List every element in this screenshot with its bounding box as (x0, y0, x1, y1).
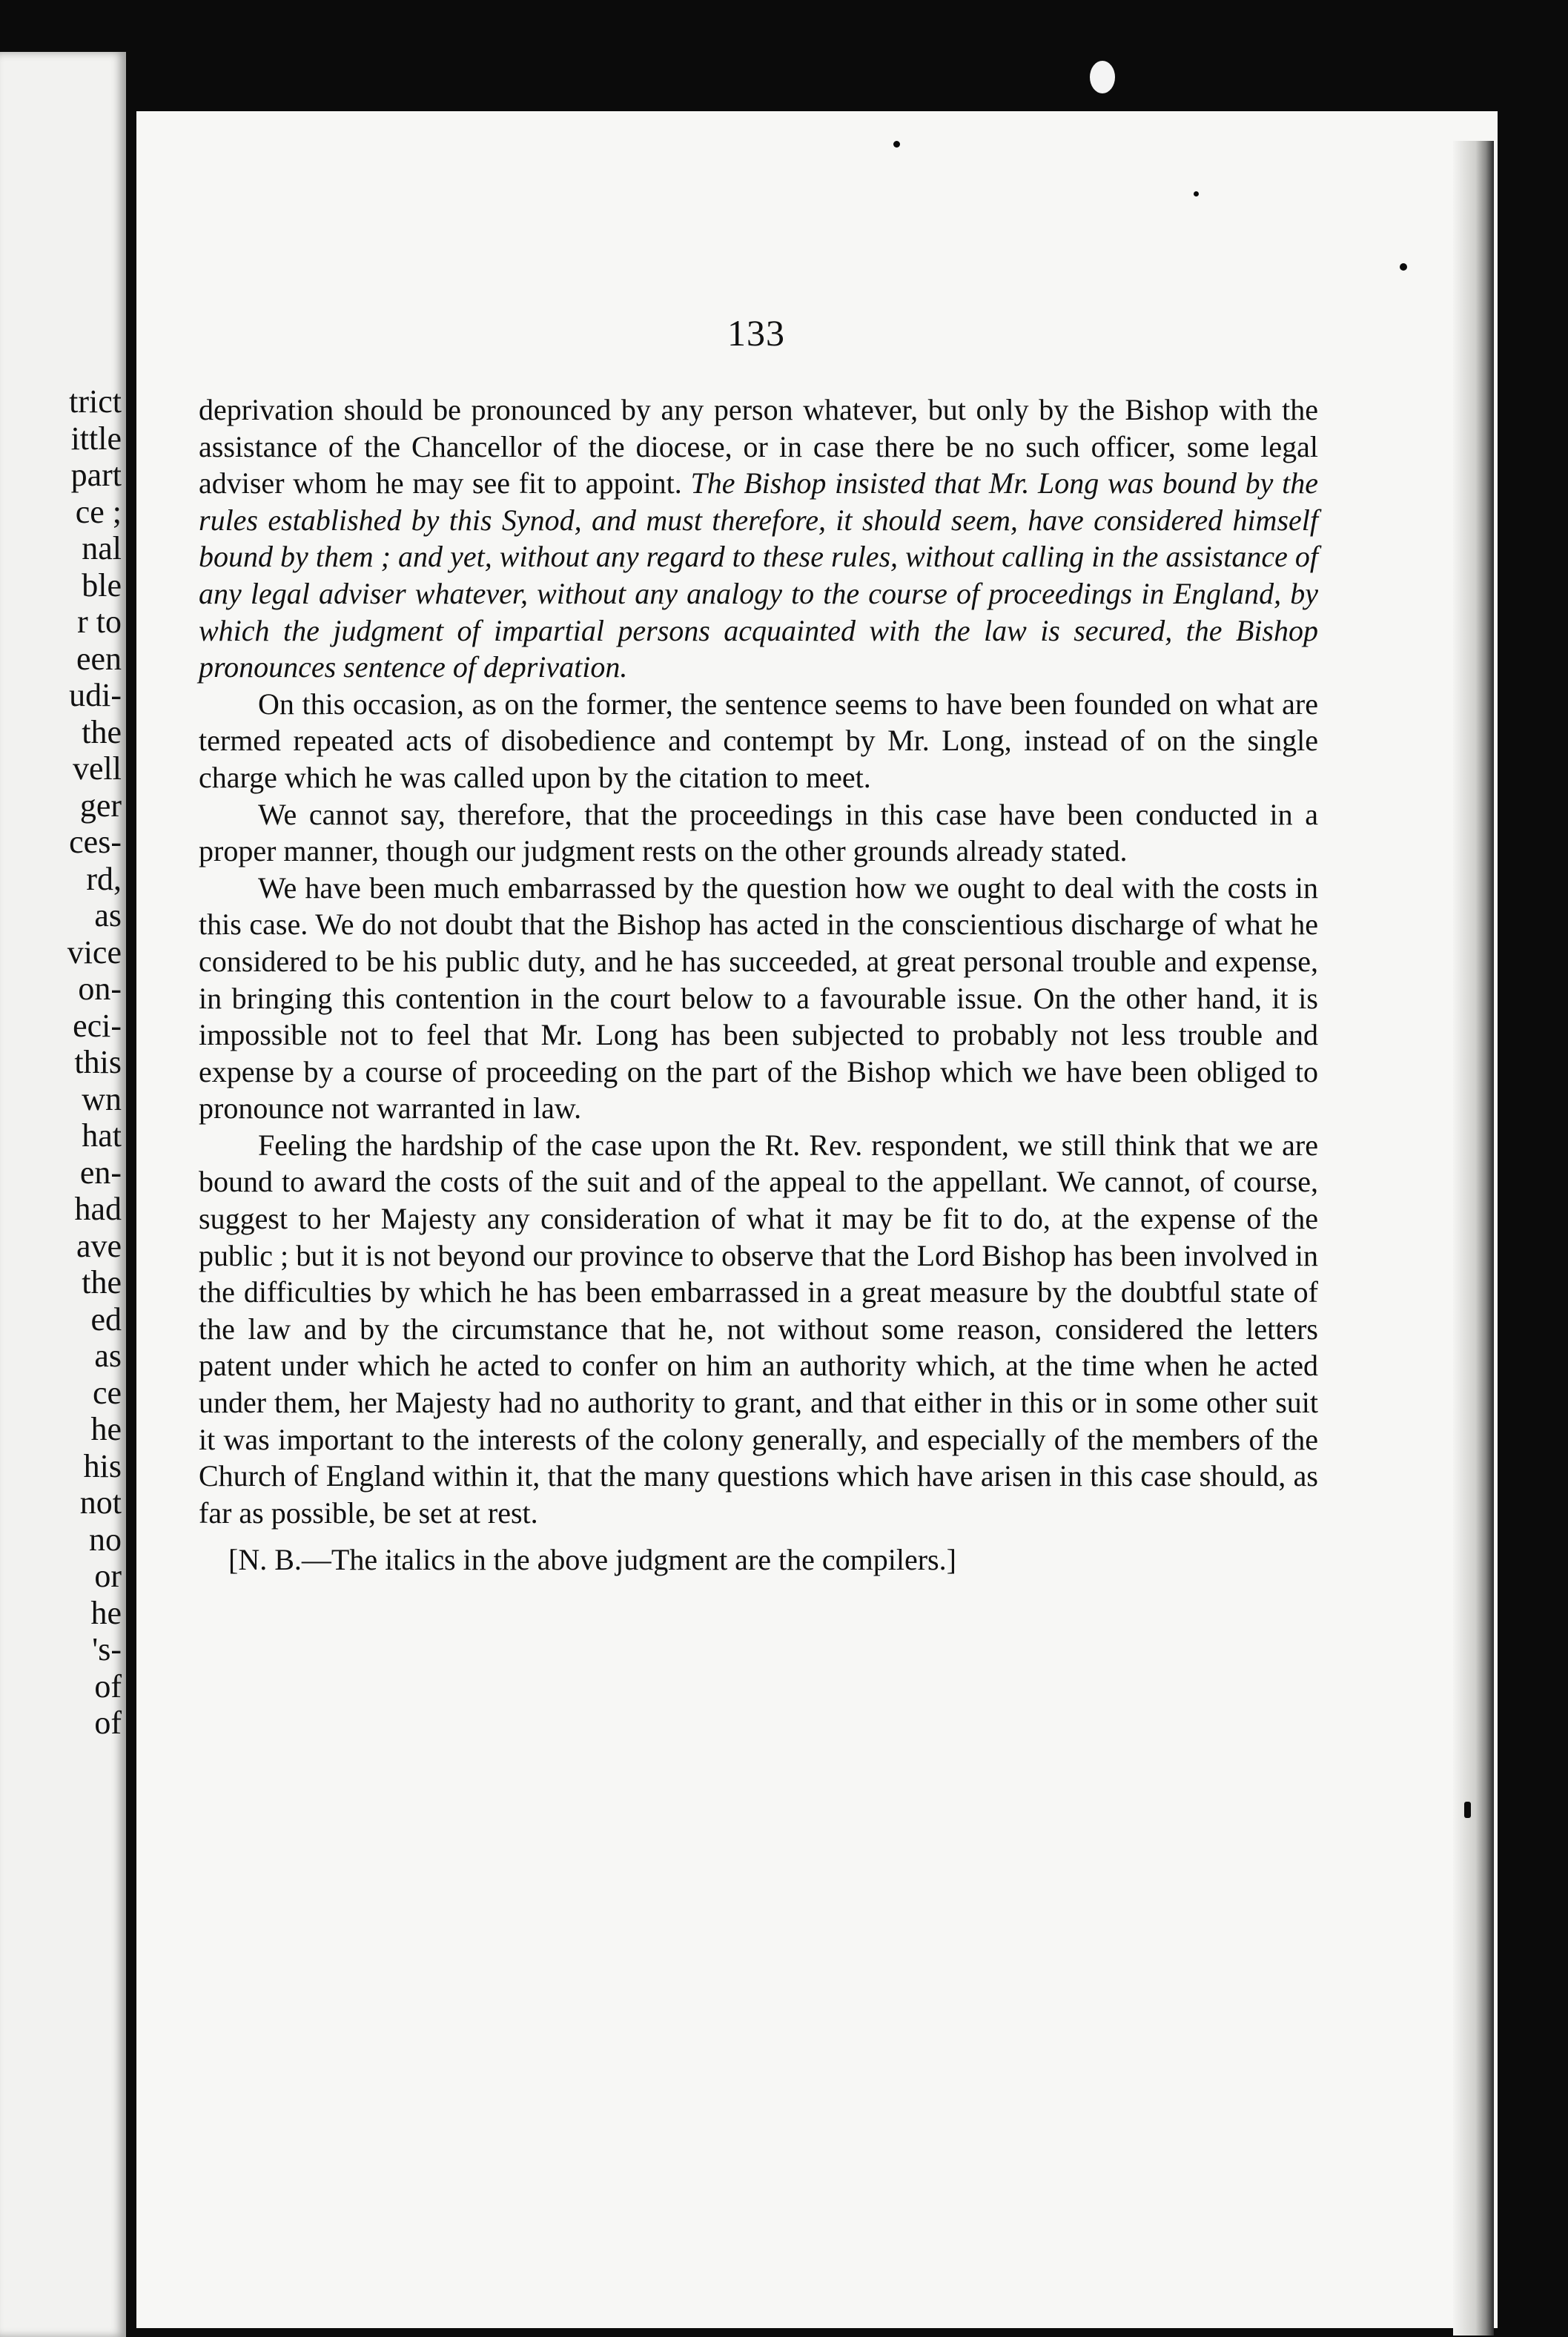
left-page-fragment: part (70, 457, 122, 493)
left-page-fragment: ger (79, 787, 122, 824)
left-page-fragment: ble (82, 566, 122, 604)
text-run: On this occasion, as on the former, the sentence seems to have been founded on what are termed repeated acts of disobedience and contempt by Mr. Long, instead of on the single charge which he was called upon by the citation to meet. (199, 687, 1318, 794)
left-page-fragment: ave (76, 1227, 122, 1264)
left-page-fragment: as (94, 1338, 122, 1374)
italic-run: The Bishop insisted that Mr. Long was bound by the rules established by this Synod, and must therefore, it should seem, have considered himself bound by them ; and yet, without any regard to these rules, without calling in the assistance of any legal adviser whatever, without any analogy to the course of proceedings in England, by which the judgment of impartial persons acquainted with the law is secured, the Bishop pronounces sentence of deprivation. (199, 466, 1318, 684)
ink-speck (1194, 191, 1199, 196)
page-edge (1453, 141, 1494, 2336)
left-page-fragment: trict (69, 383, 122, 420)
left-page-fragment: eci- (73, 1007, 122, 1044)
paragraph (199, 796, 1318, 870)
left-page-fragment: or (94, 1558, 122, 1594)
left-page-fragment: rd, (86, 860, 122, 897)
left-page-fragment: een (76, 640, 122, 677)
left-page-fragment: his (83, 1447, 122, 1484)
page-number: 133 (727, 312, 785, 354)
text-run: Feeling the hardship of the case upon the Rt. Rev. respondent, we still think that we are bound to award the costs of the suit and of the appeal to the appellant. We cannot, of course, suggest to her Majesty any consideration of what it may be fit to do, at the expense of the public ; but it is not beyond our province to observe that the Lord Bishop has been involved in the difficulties by which he has been embarrassed in a great measure by the doubtful state of the law and by the circumstance that he, not without some reason, considered the letters patent under which he acted to confer on him an authority which, at the time when he acted under them, her Majesty had no authority to grant, and that either in this or in some other suit it was important to the interests of the colony generally, and especially of the members of the Church of England within it, that the many questions which have arisen in this case should, as far as possible, be set at rest. (199, 1128, 1318, 1530)
left-page-fragment: he (90, 1411, 122, 1447)
left-page-fragment: of (94, 1705, 122, 1741)
left-page-fragment: wn (82, 1080, 122, 1117)
left-page-fragment: vice (67, 933, 122, 971)
left-page-fragment: vell (73, 750, 122, 787)
left-page-fragment: he (90, 1594, 122, 1631)
paragraph (199, 870, 1318, 1127)
left-page-fragment: r to (77, 604, 122, 640)
left-page-fragment: no (89, 1521, 122, 1558)
left-facing-page (0, 52, 126, 2337)
left-page-fragment: ed (90, 1300, 122, 1338)
left-page-fragment: ittle (70, 420, 122, 457)
left-page-fragment: the (82, 1264, 122, 1300)
left-page-fragment: ce (92, 1374, 122, 1411)
left-page-fragment: udi- (69, 677, 122, 713)
paragraph (199, 686, 1318, 796)
paper-blot (1090, 61, 1115, 93)
paragraph (199, 1127, 1318, 1532)
book-gutter (126, 0, 136, 2337)
left-page-fragment: of (94, 1667, 122, 1705)
left-page-fragment: 's- (92, 1631, 122, 1667)
text-run: deprivation should be pronounced by any person whatever, but only by the Bishop with the assistance of the Chancellor of the diocese, or in case there be no such officer, some legal adviser whom he may see fit to appoint. (199, 393, 1318, 500)
left-page-fragment: the (82, 713, 122, 750)
left-page-fragment: on- (78, 971, 122, 1007)
left-page-fragment: hat (82, 1117, 122, 1154)
text-run: We cannot say, therefore, that the proceedings in this case have been conducted in a proper manner, though our judgment rests on the other grounds already stated. (199, 797, 1318, 868)
left-page-fragment: not (79, 1484, 122, 1521)
left-page-fragment: ce ; (75, 493, 122, 530)
left-page-fragment: had (74, 1191, 122, 1227)
left-page-fragment: en- (79, 1154, 122, 1191)
text-run: We have been much embarrassed by the question how we ought to deal with the costs in this case. We do not doubt that the Bishop has acted in the conscientious discharge of what he considered to be his public duty, and he has succeeded, at great personal trouble and expense, in bringing this contention in the court below to a favourable issue. On the other hand, it is impossible not to feel that Mr. Long has been subjected to probably not less trouble and expense by a course of proceeding on the part of the Bishop which we have been obliged to pronounce not warranted in law. (199, 870, 1318, 1125)
ink-speck (893, 141, 900, 148)
left-page-fragment: ces- (69, 824, 122, 860)
left-page-fragment: nal (82, 530, 122, 566)
judgment-text (199, 391, 1318, 1579)
left-page-fragment: this (74, 1044, 122, 1080)
paragraph (199, 391, 1318, 686)
ink-speck (1400, 263, 1407, 271)
compilers-note: [N. B.—The italics in the above judgment are the compilers.] (228, 1543, 956, 1577)
left-page-fragment: as (94, 897, 122, 933)
ink-speck (1464, 1802, 1471, 1818)
